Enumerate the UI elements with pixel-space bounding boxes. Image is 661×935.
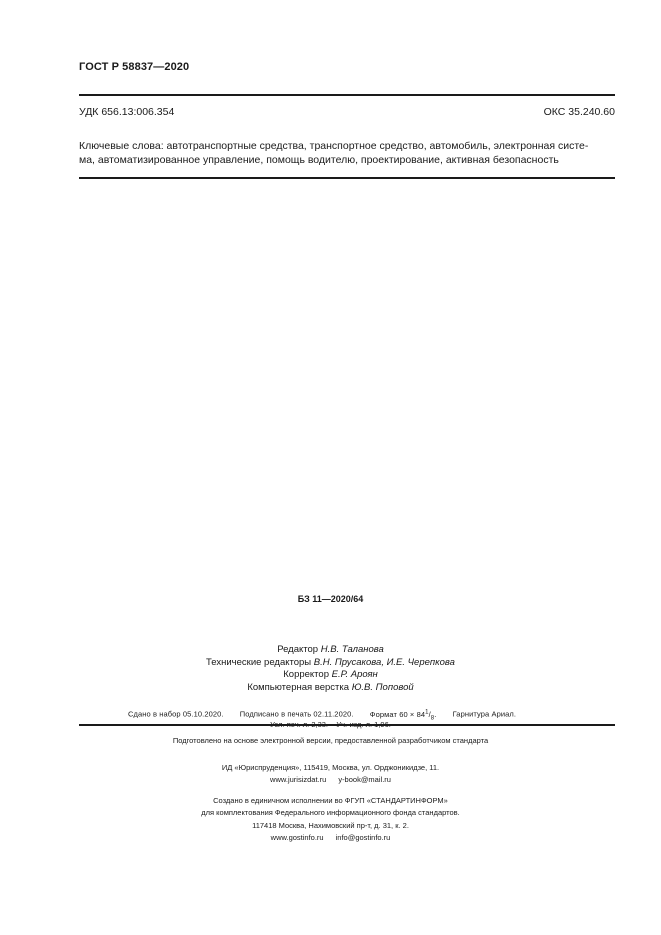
- publisher-contacts: [0, 774, 661, 786]
- udk-code: УДК 656.13:006.354: [79, 106, 175, 118]
- layout-name: Ю.В. Поповой: [351, 681, 414, 693]
- keywords-line-1: Ключевые слова: автотранспортные средства, транспортное средство, автомобиль, электронная систе-: [79, 140, 589, 152]
- publisher-address: ИД «Юриспруденция», 115419, Москва, ул. Орджоникидзе, 11.: [221, 763, 440, 772]
- oks-code: ОКС 35.240.60: [543, 106, 615, 118]
- gostinfo-email-link[interactable]: info@gostinfo.ru: [335, 832, 391, 842]
- format-numerator: 1: [425, 709, 429, 715]
- corrector-name: Е.Р. Ароян: [331, 669, 378, 680]
- corrector-line: [0, 669, 661, 682]
- keywords-block: [79, 139, 615, 167]
- footer-divider: [79, 724, 615, 726]
- layout-label: Компьютерная верстка: [247, 681, 350, 693]
- header-divider: [79, 94, 615, 96]
- publisher-block: [0, 762, 661, 785]
- credits-block: [0, 644, 661, 694]
- editor-line: [0, 644, 661, 657]
- corrector-label: Корректор: [283, 669, 329, 680]
- format-denominator: 8: [430, 715, 435, 721]
- layout-line: [0, 682, 661, 695]
- document-code: ГОСТ Р 58837—2020: [79, 61, 190, 73]
- publisher-site-link[interactable]: www.jurisizdat.ru: [270, 774, 327, 784]
- publisher-email-link[interactable]: y-book@mail.ru: [338, 774, 391, 784]
- tech-editors-label: Технические редакторы: [206, 656, 312, 668]
- created-line-2: для комплектования Федерального информационного фонда стандартов.: [201, 807, 460, 817]
- standartinform-address: 117418 Москва, Нахимовский пр-т, д. 31, к. 2.: [252, 821, 409, 830]
- signed-date: Подписано в печать 02.11.2020.: [239, 709, 354, 719]
- address-block: [0, 820, 661, 843]
- editor-label: Редактор: [277, 644, 319, 655]
- bz-number: БЗ 11—2020/64: [297, 594, 364, 604]
- gostinfo-site-link[interactable]: www.gostinfo.ru: [270, 832, 324, 842]
- tech-editors-line: [0, 657, 661, 670]
- paper-format: Формат $60 \times 84^1/_8$.: [369, 709, 437, 721]
- typeface: Гарнитура Ариал.: [452, 709, 517, 719]
- created-line-1: Создано в единичном исполнении во ФГУП «СТАНДАРТИНФОРМ»: [213, 796, 448, 805]
- created-block: [0, 795, 661, 818]
- prepared-note: Подготовлено на основе электронной версии, предоставленной разработчиком стандарта: [172, 736, 489, 745]
- editor-name: Н.В. Таланова: [320, 644, 384, 655]
- keywords-line-2: ма, автоматизированное управление, помощь водителю, проектирование, активная безопасность: [79, 154, 559, 166]
- standartinform-contacts: [0, 832, 661, 844]
- format-prefix: Формат 60 × 84: [369, 709, 426, 719]
- tech-editors-names: В.Н. Прусакова, И.Е. Черепкова: [313, 656, 455, 668]
- keywords-divider: [79, 177, 615, 179]
- submitted-date: Сдано в набор 05.10.2020.: [128, 709, 224, 719]
